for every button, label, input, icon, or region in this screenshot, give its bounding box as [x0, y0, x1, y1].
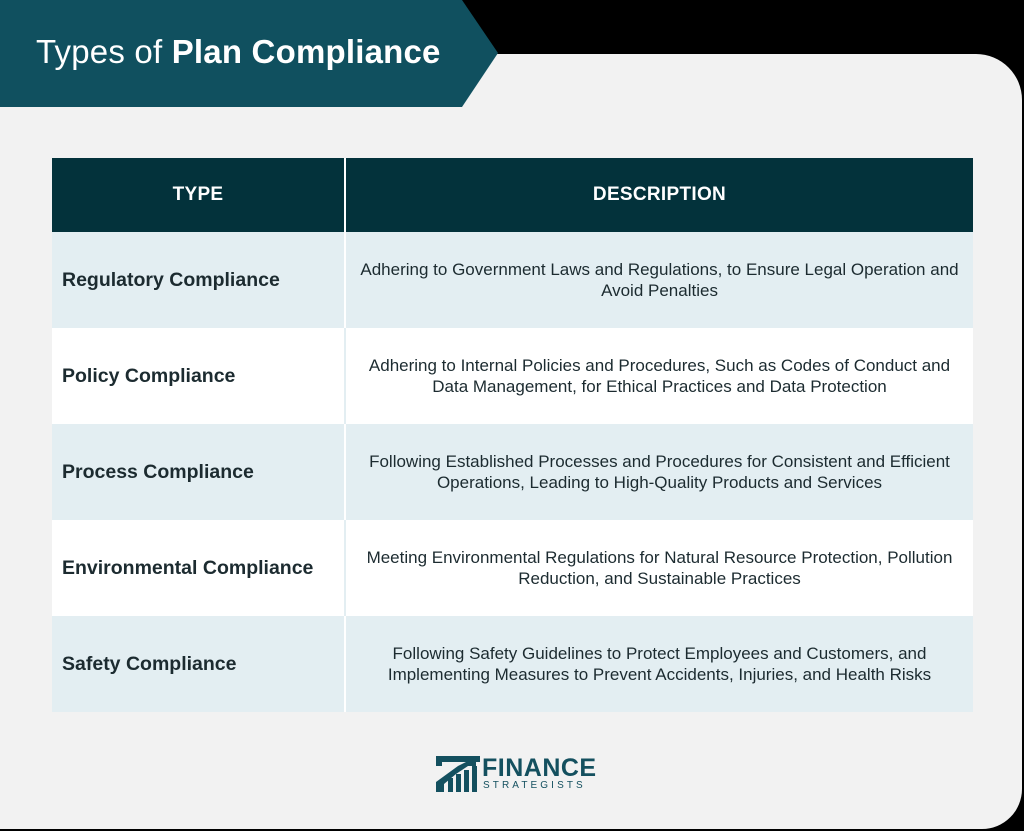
row-description: Following Established Processes and Procedures for Consistent and Efficient Operations, Leading to High-Quality Products and Services: [345, 424, 973, 520]
row-type: Environmental Compliance: [52, 520, 345, 616]
row-description: Adhering to Internal Policies and Procedures, Such as Codes of Conduct and Data Management, for Ethical Practices and Data Protection: [345, 328, 973, 424]
page-title: [36, 33, 441, 71]
table-row: [52, 328, 973, 424]
row-type: Regulatory Compliance: [52, 232, 345, 328]
row-description: Following Safety Guidelines to Protect Employees and Customers, and Implementing Measures to Prevent Accidents, Injuries, and Health Risks: [345, 616, 973, 712]
row-type: Process Compliance: [52, 424, 345, 520]
row-type: Policy Compliance: [52, 328, 345, 424]
table-row: [52, 520, 973, 616]
table-row: [52, 424, 973, 520]
row-type: Safety Compliance: [52, 616, 345, 712]
table-row: [52, 232, 973, 328]
finance-strategists-logo-icon: [436, 752, 480, 796]
logo-sub-text: STRATEGISTS: [483, 780, 586, 791]
table-row: [52, 616, 973, 712]
title-light-part: Types of: [36, 33, 172, 70]
header-description: DESCRIPTION: [345, 158, 973, 232]
compliance-table: [52, 158, 973, 712]
table-header-row: [52, 158, 973, 232]
row-description: Adhering to Government Laws and Regulations, to Ensure Legal Operation and Avoid Penalties: [345, 232, 973, 328]
row-description: Meeting Environmental Regulations for Natural Resource Protection, Pollution Reduction, and Sustainable Practices: [345, 520, 973, 616]
title-bold-part: Plan Compliance: [171, 33, 441, 70]
finance-strategists-logo: [436, 752, 596, 796]
logo-brand-text: FINANCE: [482, 754, 597, 782]
header-type: TYPE: [52, 158, 345, 232]
